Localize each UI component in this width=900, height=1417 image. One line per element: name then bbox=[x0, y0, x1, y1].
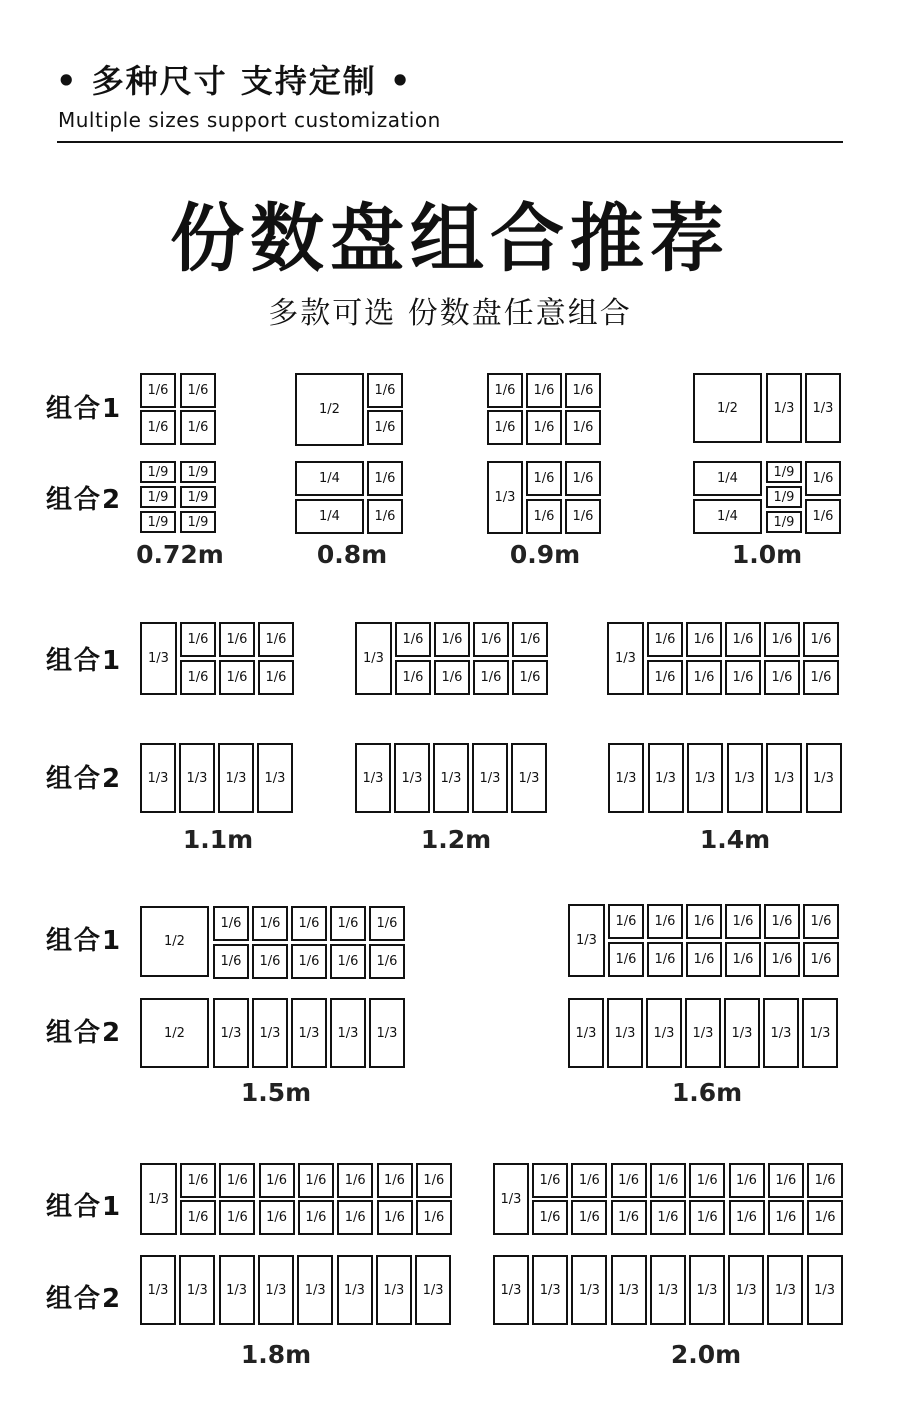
tray-sixth: 1/6 bbox=[565, 499, 601, 534]
tray-third: 1/3 bbox=[724, 998, 760, 1068]
tray-sixth: 1/6 bbox=[565, 373, 601, 408]
tray-sixth: 1/6 bbox=[487, 373, 523, 408]
tray-sixth: 1/6 bbox=[367, 410, 403, 445]
tray-sixth: 1/6 bbox=[526, 499, 562, 534]
header-divider bbox=[57, 141, 843, 143]
tray-sixth: 1/6 bbox=[337, 1163, 373, 1198]
tray-third: 1/3 bbox=[140, 1255, 176, 1325]
tray-third: 1/3 bbox=[650, 1255, 686, 1325]
tray-sixth: 1/6 bbox=[180, 1163, 216, 1198]
tray-ninth: 1/9 bbox=[766, 511, 802, 533]
tray-third: 1/3 bbox=[807, 1255, 843, 1325]
tray-sixth: 1/6 bbox=[219, 660, 255, 695]
tray-sixth: 1/6 bbox=[180, 622, 216, 657]
tray-sixth: 1/6 bbox=[647, 942, 683, 977]
size-label: 1.4m bbox=[699, 825, 771, 854]
tray-third: 1/3 bbox=[140, 1163, 177, 1235]
tray-sixth: 1/6 bbox=[291, 906, 327, 941]
size-label: 0.72m bbox=[136, 540, 224, 569]
tray-sixth: 1/6 bbox=[291, 944, 327, 979]
tray-sixth: 1/6 bbox=[487, 410, 523, 445]
tray-third: 1/3 bbox=[727, 743, 763, 813]
tray-sixth: 1/6 bbox=[473, 660, 509, 695]
tray-sixth: 1/6 bbox=[725, 942, 761, 977]
tray-sixth: 1/6 bbox=[565, 410, 601, 445]
tray-sixth: 1/6 bbox=[180, 660, 216, 695]
tray-sixth: 1/6 bbox=[686, 622, 722, 657]
tray-sixth: 1/6 bbox=[608, 942, 644, 977]
tray-third: 1/3 bbox=[571, 1255, 607, 1325]
tray-third: 1/3 bbox=[802, 998, 838, 1068]
tray-sixth: 1/6 bbox=[473, 622, 509, 657]
tray-third: 1/3 bbox=[646, 998, 682, 1068]
tray-sixth: 1/6 bbox=[180, 373, 216, 408]
tray-third: 1/3 bbox=[218, 743, 254, 813]
tray-sixth: 1/6 bbox=[526, 410, 562, 445]
size-label: 2.0m bbox=[670, 1340, 742, 1369]
size-label: 1.1m bbox=[182, 825, 254, 854]
tray-sixth: 1/6 bbox=[532, 1163, 568, 1198]
page-title: 份数盘组合推荐 bbox=[170, 196, 730, 282]
tray-sixth: 1/6 bbox=[689, 1163, 725, 1198]
tray-third: 1/3 bbox=[355, 743, 391, 813]
tray-sixth: 1/6 bbox=[219, 622, 255, 657]
tray-third: 1/3 bbox=[355, 622, 392, 695]
tray-third: 1/3 bbox=[568, 998, 604, 1068]
tray-ninth: 1/9 bbox=[766, 461, 802, 483]
tray-sixth: 1/6 bbox=[686, 660, 722, 695]
tray-sixth: 1/6 bbox=[219, 1163, 255, 1198]
tray-sixth: 1/6 bbox=[298, 1163, 334, 1198]
tray-third: 1/3 bbox=[608, 743, 644, 813]
tray-third: 1/3 bbox=[140, 622, 177, 695]
page-subtitle: 多款可选 份数盘任意组合 bbox=[268, 296, 632, 331]
tray-sixth: 1/6 bbox=[807, 1163, 843, 1198]
tray-sixth: 1/6 bbox=[337, 1200, 373, 1235]
row-label-combo2: 组合2 bbox=[46, 764, 123, 794]
tray-sixth: 1/6 bbox=[140, 410, 176, 445]
tray-third: 1/3 bbox=[806, 743, 842, 813]
tray-third: 1/3 bbox=[369, 998, 405, 1068]
tray-third: 1/3 bbox=[376, 1255, 412, 1325]
tray-third: 1/3 bbox=[219, 1255, 255, 1325]
tray-third: 1/3 bbox=[766, 743, 802, 813]
row-label-combo2: 组合2 bbox=[46, 1284, 123, 1314]
tray-third: 1/3 bbox=[532, 1255, 568, 1325]
tray-sixth: 1/6 bbox=[764, 660, 800, 695]
tray-sixth: 1/6 bbox=[608, 904, 644, 939]
tray-sixth: 1/6 bbox=[725, 622, 761, 657]
tray-ninth: 1/9 bbox=[180, 511, 216, 533]
tray-sixth: 1/6 bbox=[526, 461, 562, 496]
tray-sixth: 1/6 bbox=[764, 942, 800, 977]
tray-sixth: 1/6 bbox=[526, 373, 562, 408]
tray-third: 1/3 bbox=[648, 743, 684, 813]
size-label: 1.8m bbox=[240, 1340, 312, 1369]
tray-sixth: 1/6 bbox=[565, 461, 601, 496]
tray-sixth: 1/6 bbox=[647, 904, 683, 939]
tray-ninth: 1/9 bbox=[140, 486, 176, 508]
tray-third: 1/3 bbox=[687, 743, 723, 813]
tray-quarter: 1/4 bbox=[693, 461, 762, 496]
tray-sixth: 1/6 bbox=[805, 499, 841, 534]
tray-sixth: 1/6 bbox=[512, 622, 548, 657]
size-label: 1.0m bbox=[731, 540, 803, 569]
tray-sixth: 1/6 bbox=[532, 1200, 568, 1235]
tray-sixth: 1/6 bbox=[611, 1200, 647, 1235]
tray-ninth: 1/9 bbox=[766, 486, 802, 508]
row-label-combo1: 组合1 bbox=[46, 926, 123, 956]
size-label: 0.8m bbox=[316, 540, 388, 569]
tray-third: 1/3 bbox=[685, 998, 721, 1068]
tray-third: 1/3 bbox=[140, 743, 176, 813]
header-title: • 多种尺寸 支持定制 • bbox=[56, 62, 413, 100]
tray-sixth: 1/6 bbox=[764, 904, 800, 939]
tray-third: 1/3 bbox=[179, 1255, 215, 1325]
tray-third: 1/3 bbox=[607, 998, 643, 1068]
tray-sixth: 1/6 bbox=[729, 1163, 765, 1198]
tray-sixth: 1/6 bbox=[650, 1200, 686, 1235]
tray-third: 1/3 bbox=[394, 743, 430, 813]
tray-sixth: 1/6 bbox=[512, 660, 548, 695]
tray-sixth: 1/6 bbox=[803, 942, 839, 977]
tray-sixth: 1/6 bbox=[416, 1200, 452, 1235]
tray-sixth: 1/6 bbox=[213, 944, 249, 979]
tray-sixth: 1/6 bbox=[416, 1163, 452, 1198]
tray-sixth: 1/6 bbox=[611, 1163, 647, 1198]
tray-half: 1/2 bbox=[693, 373, 762, 443]
tray-sixth: 1/6 bbox=[330, 944, 366, 979]
tray-sixth: 1/6 bbox=[259, 1163, 295, 1198]
tray-third: 1/3 bbox=[472, 743, 508, 813]
tray-sixth: 1/6 bbox=[298, 1200, 334, 1235]
tray-sixth: 1/6 bbox=[803, 904, 839, 939]
tray-third: 1/3 bbox=[493, 1255, 529, 1325]
tray-ninth: 1/9 bbox=[180, 486, 216, 508]
tray-sixth: 1/6 bbox=[140, 373, 176, 408]
tray-sixth: 1/6 bbox=[219, 1200, 255, 1235]
tray-third: 1/3 bbox=[511, 743, 547, 813]
tray-sixth: 1/6 bbox=[725, 904, 761, 939]
tray-third: 1/3 bbox=[728, 1255, 764, 1325]
tray-quarter: 1/4 bbox=[693, 499, 762, 534]
tray-sixth: 1/6 bbox=[377, 1200, 413, 1235]
size-label: 1.5m bbox=[240, 1078, 312, 1107]
tray-sixth: 1/6 bbox=[252, 906, 288, 941]
tray-sixth: 1/6 bbox=[367, 499, 403, 534]
tray-sixth: 1/6 bbox=[252, 944, 288, 979]
tray-sixth: 1/6 bbox=[647, 622, 683, 657]
tray-sixth: 1/6 bbox=[258, 622, 294, 657]
size-label: 1.6m bbox=[671, 1078, 743, 1107]
tray-sixth: 1/6 bbox=[259, 1200, 295, 1235]
tray-third: 1/3 bbox=[258, 1255, 294, 1325]
tray-sixth: 1/6 bbox=[571, 1200, 607, 1235]
row-label-combo1: 组合1 bbox=[46, 646, 123, 676]
row-label-combo1: 组合1 bbox=[46, 1192, 123, 1222]
row-label-combo2: 组合2 bbox=[46, 485, 123, 515]
tray-third: 1/3 bbox=[415, 1255, 451, 1325]
tray-third: 1/3 bbox=[611, 1255, 647, 1325]
tray-sixth: 1/6 bbox=[807, 1200, 843, 1235]
tray-third: 1/3 bbox=[689, 1255, 725, 1325]
tray-ninth: 1/9 bbox=[140, 511, 176, 533]
tray-third: 1/3 bbox=[493, 1163, 529, 1235]
tray-quarter: 1/4 bbox=[295, 499, 364, 534]
tray-sixth: 1/6 bbox=[768, 1163, 804, 1198]
tray-sixth: 1/6 bbox=[180, 410, 216, 445]
tray-third: 1/3 bbox=[330, 998, 366, 1068]
tray-sixth: 1/6 bbox=[805, 461, 841, 496]
tray-third: 1/3 bbox=[213, 998, 249, 1068]
tray-sixth: 1/6 bbox=[803, 660, 839, 695]
tray-third: 1/3 bbox=[763, 998, 799, 1068]
tray-sixth: 1/6 bbox=[571, 1163, 607, 1198]
tray-half: 1/2 bbox=[140, 906, 209, 977]
tray-third: 1/3 bbox=[252, 998, 288, 1068]
tray-sixth: 1/6 bbox=[729, 1200, 765, 1235]
tray-third: 1/3 bbox=[179, 743, 215, 813]
tray-sixth: 1/6 bbox=[689, 1200, 725, 1235]
tray-sixth: 1/6 bbox=[367, 461, 403, 496]
tray-sixth: 1/6 bbox=[180, 1200, 216, 1235]
size-label: 0.9m bbox=[509, 540, 581, 569]
tray-quarter: 1/4 bbox=[295, 461, 364, 496]
tray-third: 1/3 bbox=[487, 461, 523, 534]
size-label: 1.2m bbox=[420, 825, 492, 854]
tray-sixth: 1/6 bbox=[258, 660, 294, 695]
tray-third: 1/3 bbox=[433, 743, 469, 813]
tray-third: 1/3 bbox=[257, 743, 293, 813]
tray-sixth: 1/6 bbox=[330, 906, 366, 941]
tray-sixth: 1/6 bbox=[686, 942, 722, 977]
tray-third: 1/3 bbox=[767, 1255, 803, 1325]
tray-sixth: 1/6 bbox=[434, 660, 470, 695]
tray-third: 1/3 bbox=[805, 373, 841, 443]
tray-half: 1/2 bbox=[295, 373, 364, 446]
tray-sixth: 1/6 bbox=[395, 660, 431, 695]
tray-sixth: 1/6 bbox=[725, 660, 761, 695]
tray-sixth: 1/6 bbox=[213, 906, 249, 941]
tray-sixth: 1/6 bbox=[434, 622, 470, 657]
tray-sixth: 1/6 bbox=[377, 1163, 413, 1198]
tray-sixth: 1/6 bbox=[395, 622, 431, 657]
tray-third: 1/3 bbox=[297, 1255, 333, 1325]
tray-sixth: 1/6 bbox=[369, 944, 405, 979]
tray-sixth: 1/6 bbox=[369, 906, 405, 941]
tray-sixth: 1/6 bbox=[803, 622, 839, 657]
tray-third: 1/3 bbox=[291, 998, 327, 1068]
tray-sixth: 1/6 bbox=[686, 904, 722, 939]
tray-third: 1/3 bbox=[568, 904, 605, 977]
tray-sixth: 1/6 bbox=[367, 373, 403, 408]
tray-sixth: 1/6 bbox=[768, 1200, 804, 1235]
tray-third: 1/3 bbox=[337, 1255, 373, 1325]
tray-sixth: 1/6 bbox=[647, 660, 683, 695]
tray-half: 1/2 bbox=[140, 998, 209, 1068]
row-label-combo2: 组合2 bbox=[46, 1018, 123, 1048]
tray-sixth: 1/6 bbox=[764, 622, 800, 657]
tray-ninth: 1/9 bbox=[140, 461, 176, 483]
tray-third: 1/3 bbox=[607, 622, 644, 695]
tray-third: 1/3 bbox=[766, 373, 802, 443]
tray-sixth: 1/6 bbox=[650, 1163, 686, 1198]
header-subtitle: Multiple sizes support customization bbox=[58, 108, 441, 132]
row-label-combo1: 组合1 bbox=[46, 394, 123, 424]
tray-ninth: 1/9 bbox=[180, 461, 216, 483]
